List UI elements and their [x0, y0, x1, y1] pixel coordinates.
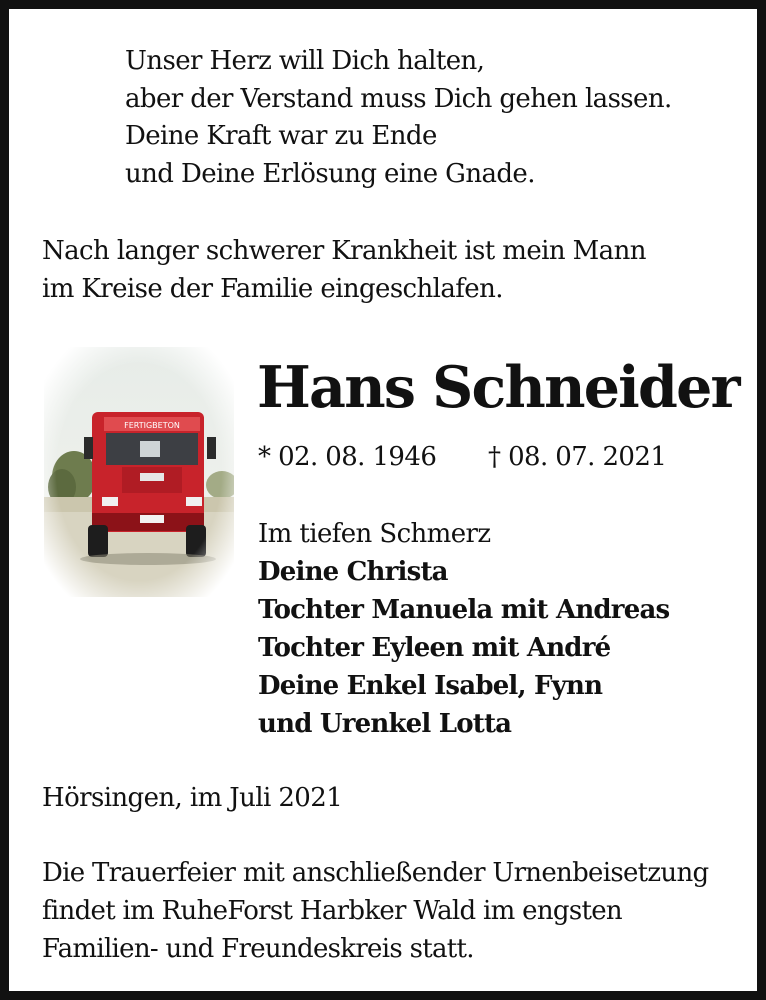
notice-line: Die Trauerfeier mit anschließender Urnenbeisetzung: [42, 858, 709, 888]
truck-icon: [44, 347, 234, 597]
intro-line: im Kreise der Familie eingeschlafen.: [42, 274, 503, 304]
mourners-heading: Im tiefen Schmerz: [258, 519, 491, 549]
mourner-name: Tochter Manuela mit Andreas: [258, 595, 670, 625]
poem-line: und Deine Erlösung eine Gnade.: [125, 158, 535, 189]
deceased-name: Hans Schneider: [257, 354, 739, 421]
poem: [125, 43, 672, 193]
notice-line: findet im RuheForst Harbker Wald im engsten: [42, 896, 622, 926]
mourner-name: Tochter Eyleen mit André: [258, 633, 611, 663]
poem-line: Unser Herz will Dich halten,: [125, 46, 485, 76]
poem-line: Deine Kraft war zu Ende: [125, 121, 437, 151]
poem-line: aber der Verstand muss Dich gehen lassen.: [125, 83, 672, 114]
mourner-name: Deine Christa: [258, 557, 448, 587]
intro-line: Nach langer schwerer Krankheit ist mein Mann: [42, 236, 646, 266]
notice-line: Familien- und Freundeskreis statt.: [42, 934, 474, 964]
mourner-name: und Urenkel Lotta: [258, 709, 512, 739]
intro-text: [42, 232, 646, 308]
truck-photo: [44, 347, 234, 597]
birth-date: * 02. 08. 1946: [258, 442, 437, 472]
mourners: [258, 515, 669, 743]
place-date: Hörsingen, im Juli 2021: [42, 783, 343, 813]
death-date: † 08. 07. 2021: [488, 442, 667, 472]
mourner-name: Deine Enkel Isabel, Fynn: [258, 671, 603, 701]
funeral-notice: [42, 854, 708, 968]
